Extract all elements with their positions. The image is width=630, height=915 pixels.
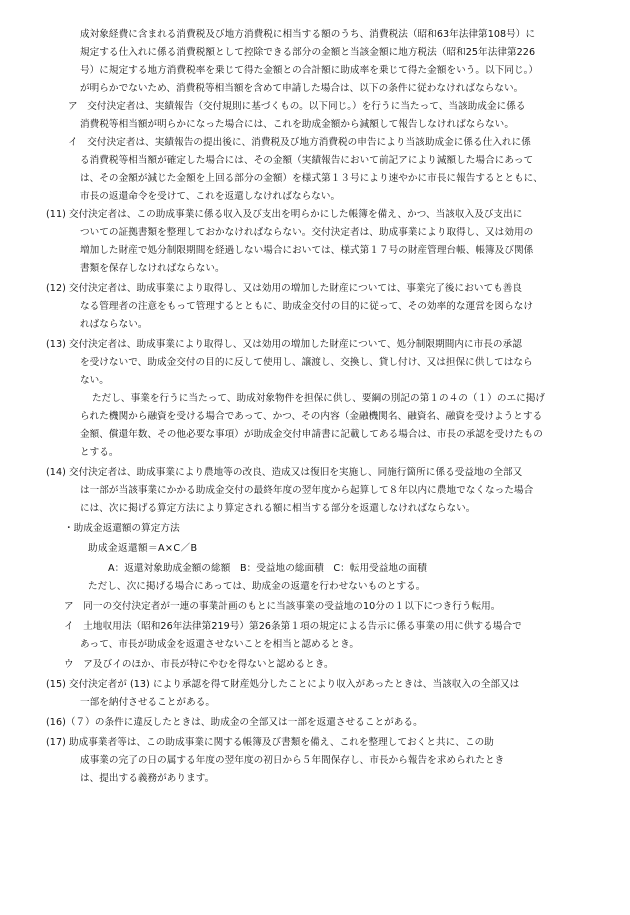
text-line-36: (15) 交付決定者が (13) により承認を得て財産処分したことにより収入があったときは、当該収入の全部又は <box>46 679 520 690</box>
text-line-40: 成事業の完了の日の属する年度の翌年度の初日から５年間保存し、市長から報告を求められたとき <box>80 755 505 766</box>
text-line-14: 書類を保存しなければならない。 <box>80 263 225 274</box>
text-line-16: なる管理者の注意をもって管理するとともに、助成金交付の目的に従って、その効率的な運営を図らなけ <box>80 301 534 312</box>
text-line-22: られた機関から融資を受ける場合であって、かつ、その内容（金融機関名、融資名、融資を受けようとする <box>80 411 543 422</box>
text-line-1: 成対象経費に含まれる消費税及び地方消費税に相当する額のうち、消費税法（昭和63年法律第108号）に <box>80 29 536 40</box>
text-line-27: には、次に掲げる算定方法により算定される額に相当する部分を返還しなければならない。 <box>80 503 476 514</box>
text-line-9: は、その金額が減じた金額を上回る部分の金額）を様式第１３号により速やかに市長に報告するとともに、 <box>80 173 543 184</box>
text-line-12: ついての証拠書類を整理しておかなければならない。交付決定者は、助成事業により取得し、又は効用の <box>80 227 534 238</box>
text-line-24: とする。 <box>80 447 119 458</box>
text-line-10: 市長の返還命令を受けて、これを返還しなければならない。 <box>80 191 341 202</box>
text-line-35: ウ ア及びイのほか、市長が特にやむを得ないと認めるとき。 <box>64 659 334 670</box>
text-line-19: を受けないで、助成金交付の目的に反して使用し、譲渡し、交換し、貸し付け、又は担保に供してはなら <box>80 357 533 368</box>
text-line-23: 金額、償還年数、その他必要な事項）が助成金交付申請書に記載してある場合は、市長の承認を受けたもの <box>80 429 543 440</box>
text-line-6: 消費税等相当額が明らかになった場合には、これを助成金額から減額して報告しなければならない。 <box>80 119 514 130</box>
text-line-4: が明らかでないため、消費税等相当額を含めて申請した場合は、以下の条件に従わなければならない。 <box>80 83 524 94</box>
formula-legend: A：返還対象助成金額の総額 B：受益地の総面積 C：転用受益地の面積 <box>108 563 427 574</box>
text-line-37: 一部を納付させることがある。 <box>80 697 216 708</box>
text-line-2: 規定する仕入れに係る消費税額として控除できる部分の金額と当該金額に地方税法（昭和25年法律第226 <box>80 47 536 58</box>
text-line-17: ればならない。 <box>80 319 148 330</box>
text-line-41: は、提出する義務があります。 <box>80 773 215 784</box>
text-line-8: る消費税等相当額が確定した場合には、その金額（実績報告において前記アにより減額した場合にあって <box>80 155 534 166</box>
text-line-38: (16)（７）の条件に違反したときは、助成金の全部又は一部を返還させることがある。 <box>46 717 423 728</box>
text-line-39: (17) 助成事業者等は、この助成事業に関する帳簿及び書類を備え、これを整理しておくと共に、この助 <box>46 737 494 748</box>
text-line-5: ア 交付決定者は、実績報告（交付規則に基づくもの。以下同じ。）を行うに当たって、当該助成金に係る <box>68 101 526 112</box>
text-line-25: (14) 交付決定者は、助成事業により農地等の改良、造成又は復旧を実施し、同施行箇所に係る受益地の全部又 <box>46 467 523 478</box>
text-line-28: ・助成金返還額の算定方法 <box>64 523 180 534</box>
text-line-18: (13) 交付決定者は、助成事業により取得し、又は効用の増加した財産について、処分制限期間内に市長の承認 <box>46 339 522 350</box>
text-line-7: イ 交付決定者は、実績報告の提出後に、消費税及び地方消費税の申告により当該助成金に係る仕入れに係 <box>68 137 531 148</box>
text-line-13: 増加した財産で処分制限期間を経過しない場合においては、様式第１７号の財産管理台帳、帳簿及び関係 <box>80 245 534 256</box>
text-line-15: (12) 交付決定者は、助成事業により取得し、又は効用の増加した財産については、事業完了後においても善良 <box>46 283 523 294</box>
text-line-20: ない。 <box>80 375 109 386</box>
text-line-11: (11) 交付決定者は、この助成事業に係る収入及び支出を明らかにした帳簿を備え、かつ、当該収入及び支出に <box>46 209 523 220</box>
text-line-34: あって、市長が助成金を返還させないことを相当と認めるとき。 <box>80 639 359 650</box>
text-line-21: ただし、事業を行うに当たって、助成対象物件を担保に供し、要綱の別記の第１の４の（１）のエに掲げ <box>92 393 546 404</box>
text-line-32: ア 同一の交付決定者が一連の事業計画のもとに当該事業の受益地の10分の１以下につき行う転用。 <box>64 601 501 612</box>
text-line-31: ただし、次に掲げる場合にあっては、助成金の返還を行わせないものとする。 <box>88 581 426 592</box>
text-line-26: は一部が当該事業にかかる助成金交付の最終年度の翌年度から起算して８年以内に農地でなくなった場合 <box>80 485 534 496</box>
formula-line: 助成金返還額＝A×C／B <box>88 543 198 554</box>
text-line-33: イ 土地収用法（昭和26年法律第219号）第26条第１項の規定による告示に係る事業の用に供する場合で <box>64 621 522 632</box>
text-line-3: 号）に規定する地方消費税率を乗じて得た金額との合計額に助成率を乗じて得た金額をいう。以下同じ。） <box>80 65 539 76</box>
